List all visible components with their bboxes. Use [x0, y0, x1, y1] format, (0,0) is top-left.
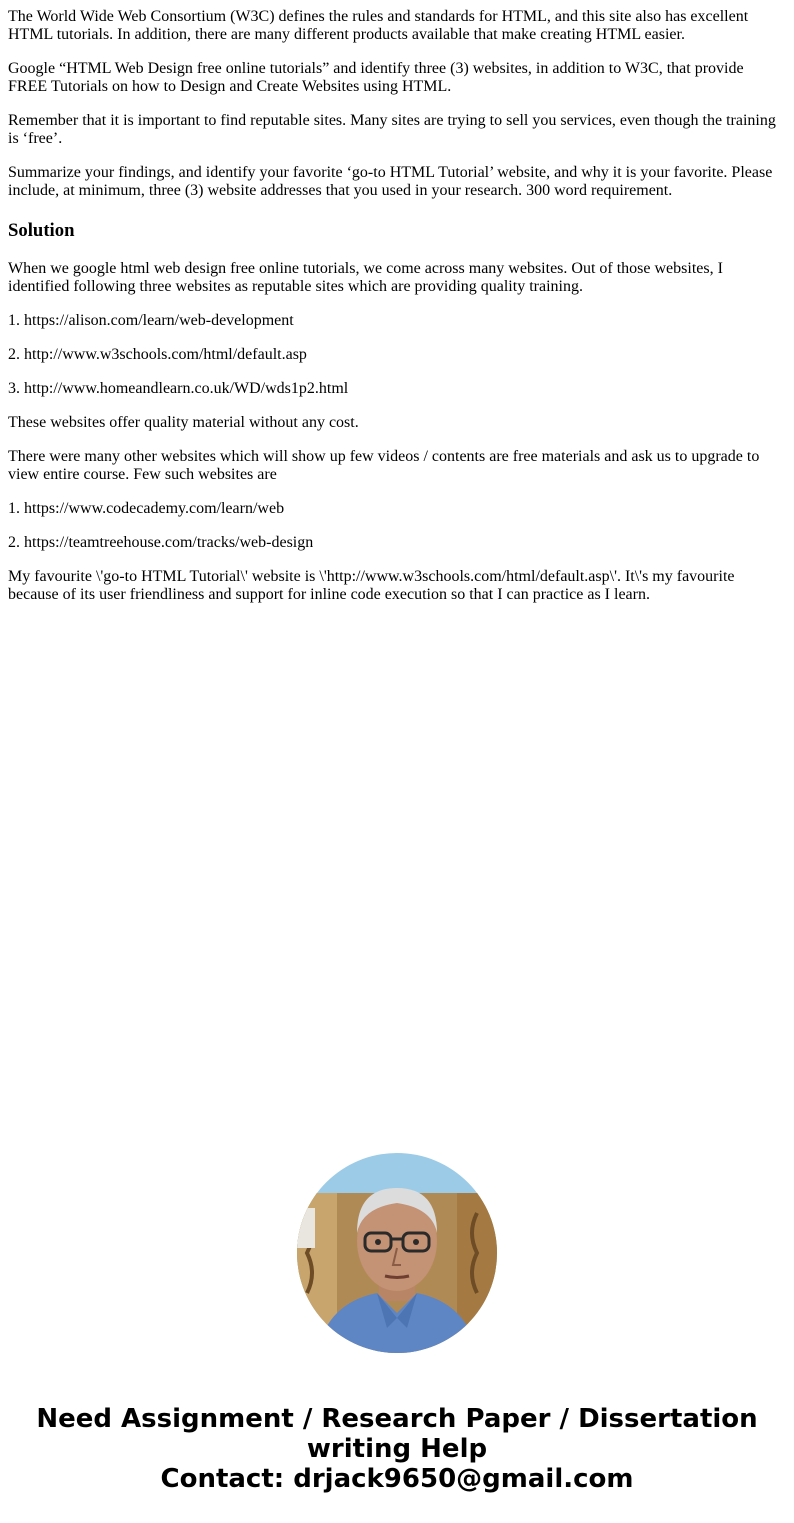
favourite-paragraph: My favourite \'go-to HTML Tutorial\' website is \'http://www.w3schools.com/html/default.asp\'. It\'s my favourite because of its user friendliness and support for inline code execution so that I can practice as I learn. — [8, 568, 735, 603]
promo-line-1: Need Assignment / Research Paper / Dissertation — [36, 1404, 758, 1434]
paid-sites-intro: There were many other websites which will show up few videos / contents are free materials and ask us to upgrade to view entire course. Few such websites are — [8, 448, 760, 483]
solution-heading: Solution — [8, 220, 75, 241]
promo-banner — [0, 1404, 794, 1494]
question-paragraph-1: The World Wide Web Consortium (W3C) defines the rules and standards for HTML, and this site also has excellent HTML tutorials. In addition, there are many different products available that make creating HTML easier. — [8, 8, 749, 43]
document-content — [0, 0, 794, 604]
author-avatar — [297, 1153, 497, 1353]
quality-note: These websites offer quality material without any cost. — [8, 414, 359, 431]
paid-site-2: 2. https://teamtreehouse.com/tracks/web-design — [8, 534, 314, 551]
question-paragraph-2: Google “HTML Web Design free online tutorials” and identify three (3) websites, in addition to W3C, that provide FREE Tutorials on how to Design and Create Websites using HTML. — [8, 60, 744, 95]
promo-line-2: writing Help — [306, 1434, 488, 1464]
question-paragraph-3: Remember that it is important to find reputable sites. Many sites are trying to sell you services, even though the training is ‘free’. — [8, 112, 776, 147]
reputable-site-3: 3. http://www.homeandlearn.co.uk/WD/wds1p2.html — [8, 380, 349, 397]
paid-site-1: 1. https://www.codecademy.com/learn/web — [8, 500, 285, 517]
promo-contact[interactable]: Contact: drjack9650@gmail.com — [160, 1464, 634, 1494]
reputable-site-1: 1. https://alison.com/learn/web-development — [8, 312, 294, 329]
reputable-site-2: 2. http://www.w3schools.com/html/default.asp — [8, 346, 307, 363]
question-paragraph-4: Summarize your findings, and identify your favorite ‘go-to HTML Tutorial’ website, and why it is your favorite. Please include, at minimum, three (3) website addresses that you used in your research. 300 word requirement. — [8, 164, 773, 199]
avatar-portrait — [297, 1153, 497, 1353]
solution-intro: When we google html web design free online tutorials, we come across many websites. Out of those websites, I identified following three websites as reputable sites which are providing quality training. — [8, 260, 723, 295]
